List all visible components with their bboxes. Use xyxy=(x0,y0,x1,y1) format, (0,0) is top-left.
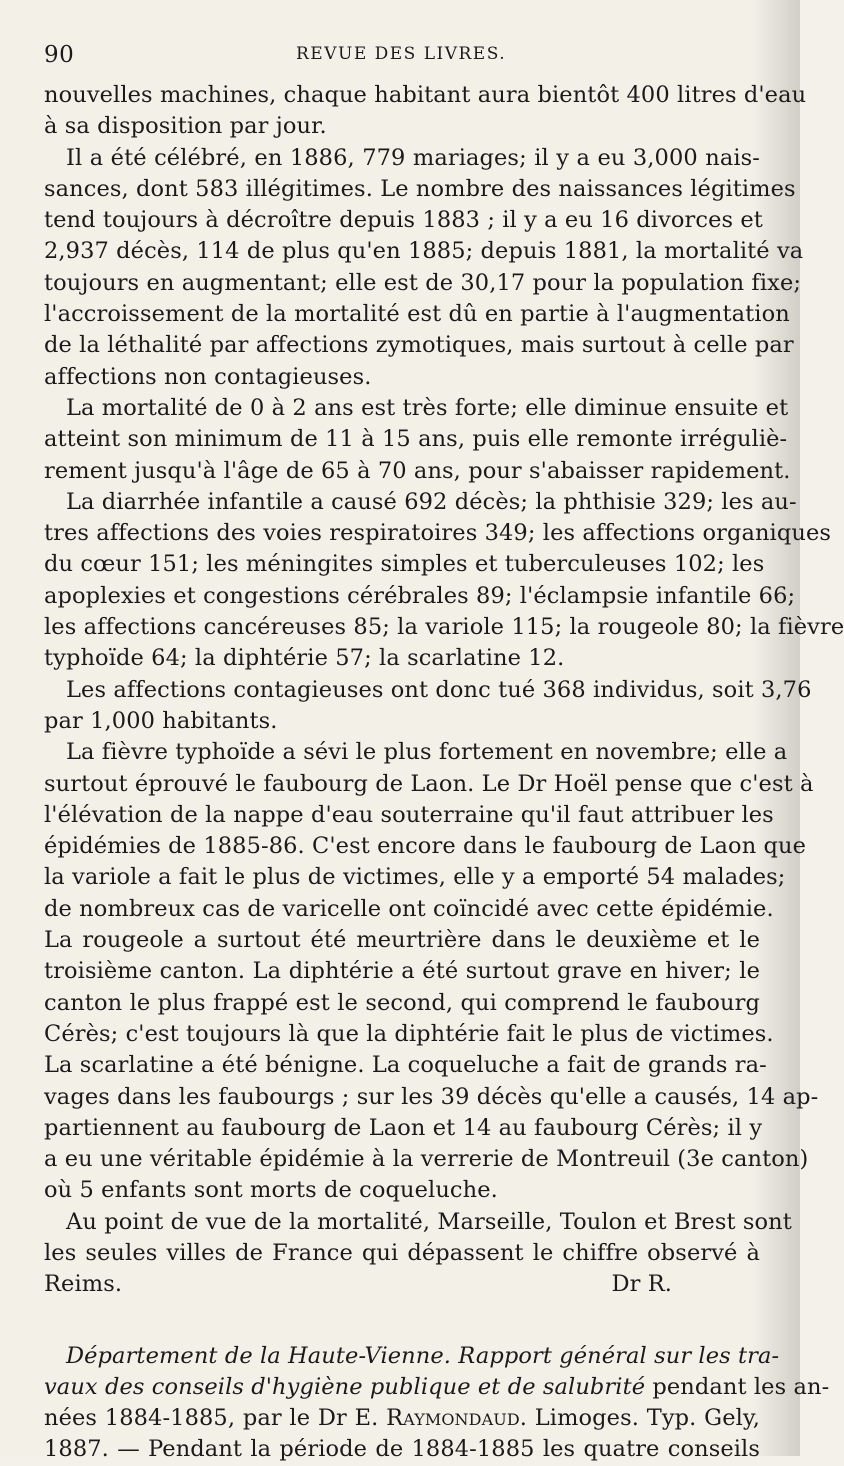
text-line: les seules villes de France qui dépassent le chiffre observé à xyxy=(44,1239,760,1266)
text-line: la variole a fait le plus de victimes, elle y a emporté 54 malades; xyxy=(44,864,786,891)
body-text xyxy=(44,80,844,1466)
text-line: affections non contagieuses. xyxy=(44,363,372,390)
text-line: à sa disposition par jour. xyxy=(44,113,327,140)
review-text: pendant les an- xyxy=(645,1373,830,1400)
text-line: 2,937 décès, 114 de plus qu'en 1885; depuis 1881, la mortalité va xyxy=(44,238,804,265)
text-line: tres affections des voies respiratoires 349; les affections organiques xyxy=(44,520,832,547)
review-author: Raymondaud xyxy=(386,1405,520,1432)
review-text: nées 1884-1885, par le Dr E. xyxy=(44,1405,387,1432)
text-line: tend toujours à décroître depuis 1883 ; il y a eu 16 divorces et xyxy=(44,207,763,234)
text-line: Les affections contagieuses ont donc tué 368 individus, soit 3,76 xyxy=(66,676,812,703)
text-line: l'accroissement de la mortalité est dû en partie à l'augmentation xyxy=(44,301,790,328)
text-line: de nombreux cas de varicelle ont coïncidé avec cette épidémie. xyxy=(44,895,774,922)
text-line: canton le plus frappé est le second, qui comprend le faubourg xyxy=(44,989,760,1016)
text-line: où 5 enfants sont morts de coqueluche. xyxy=(44,1177,498,1204)
paragraph xyxy=(44,143,804,393)
text-line: par 1,000 habitants. xyxy=(44,707,278,734)
text-line: surtout éprouvé le faubourg de Laon. Le Dr Hoël pense que c'est à xyxy=(44,770,814,797)
text-line: vages dans les faubourgs ; sur les 39 décès qu'elle a causés, 14 ap- xyxy=(44,1083,819,1110)
text-line: Il a été célébré, en 1886, 779 mariages; il y a eu 3,000 nais- xyxy=(66,144,760,171)
text-line: a eu une véritable épidémie à la verrerie de Montreuil (3e canton) xyxy=(44,1146,809,1173)
review-title-italic: vaux des conseils d'hygiène publique et de salubrité xyxy=(44,1373,646,1400)
text-line xyxy=(44,1341,780,1372)
text-line: Cérès; c'est toujours là que la diphtérie fait le plus de victimes. xyxy=(44,1020,774,1047)
page-number: 90 xyxy=(44,42,75,68)
paragraph xyxy=(44,80,807,143)
text-line-with-signature xyxy=(44,1269,760,1300)
text-line: toujours en augmentant; elle est de 30,17 pour la population fixe; xyxy=(44,269,802,296)
text-line: Au point de vue de la mortalité, Marseille, Toulon et Brest sont xyxy=(66,1208,792,1235)
text-line: atteint son minimum de 11 à 15 ans, puis elle remonte irréguliè- xyxy=(44,426,788,453)
paragraph xyxy=(44,1207,792,1301)
review-entry xyxy=(44,1341,830,1466)
paragraph xyxy=(44,675,812,738)
paragraph xyxy=(44,393,791,487)
text-line: rement jusqu'à l'âge de 65 à 70 ans, pour s'abaisser rapidement. xyxy=(44,457,791,484)
text-line: 1887. — Pendant la période de 1884-1885 les quatre conseils xyxy=(44,1436,760,1463)
text-line: apoplexies et congestions cérébrales 89; l'éclampsie infantile 66; xyxy=(44,582,796,609)
section-spacer xyxy=(44,1301,760,1341)
text-line: les affections cancéreuses 85; la variole 115; la rougeole 80; la fièvre xyxy=(44,614,844,641)
text-line: La scarlatine a été bénigne. La coqueluche a fait de grands ra- xyxy=(44,1052,767,1079)
text-line: du cœur 151; les méningites simples et tuberculeuses 102; les xyxy=(44,551,765,578)
text-line: typhoïde 64; la diphtérie 57; la scarlatine 12. xyxy=(44,645,565,672)
review-text: . Limoges. Typ. Gely, xyxy=(519,1405,760,1432)
running-title: REVUE DES LIVRES. xyxy=(296,44,507,64)
paragraph xyxy=(44,737,819,1206)
text-line: La rougeole a surtout été meurtrière dans le deuxième et le xyxy=(44,927,760,954)
author-signature: Dr R. xyxy=(611,1271,672,1298)
text-line: nouvelles machines, chaque habitant aura bientôt 400 litres d'eau xyxy=(44,82,807,108)
text-line xyxy=(44,1403,760,1434)
text-line xyxy=(44,1372,830,1403)
paragraph xyxy=(44,487,844,675)
text-line: sances, dont 583 illégitimes. Le nombre des naissances légitimes xyxy=(44,175,796,202)
review-title-italic: Département de la Haute-Vienne. Rapport général sur les tra- xyxy=(66,1342,780,1369)
text-line: La fièvre typhoïde a sévi le plus fortement en novembre; elle a xyxy=(66,739,788,766)
text-line: La mortalité de 0 à 2 ans est très forte; elle diminue ensuite et xyxy=(66,394,789,421)
text-line: épidémies de 1885-86. C'est encore dans le faubourg de Laon que xyxy=(44,833,807,860)
text-line: La diarrhée infantile a causé 692 décès; la phthisie 329; les au- xyxy=(66,488,797,515)
text-line: de la léthalité par affections zymotiques, mais surtout à celle par xyxy=(44,332,794,359)
text-line: troisième canton. La diphtérie a été surtout grave en hiver; le xyxy=(44,958,760,985)
page-header xyxy=(44,40,760,74)
text-line: partiennent au faubourg de Laon et 14 au faubourg Cérès; il y xyxy=(44,1114,763,1141)
text-line: Reims. xyxy=(44,1271,123,1298)
text-line: l'élévation de la nappe d'eau souterraine qu'il faut attribuer les xyxy=(44,801,774,828)
